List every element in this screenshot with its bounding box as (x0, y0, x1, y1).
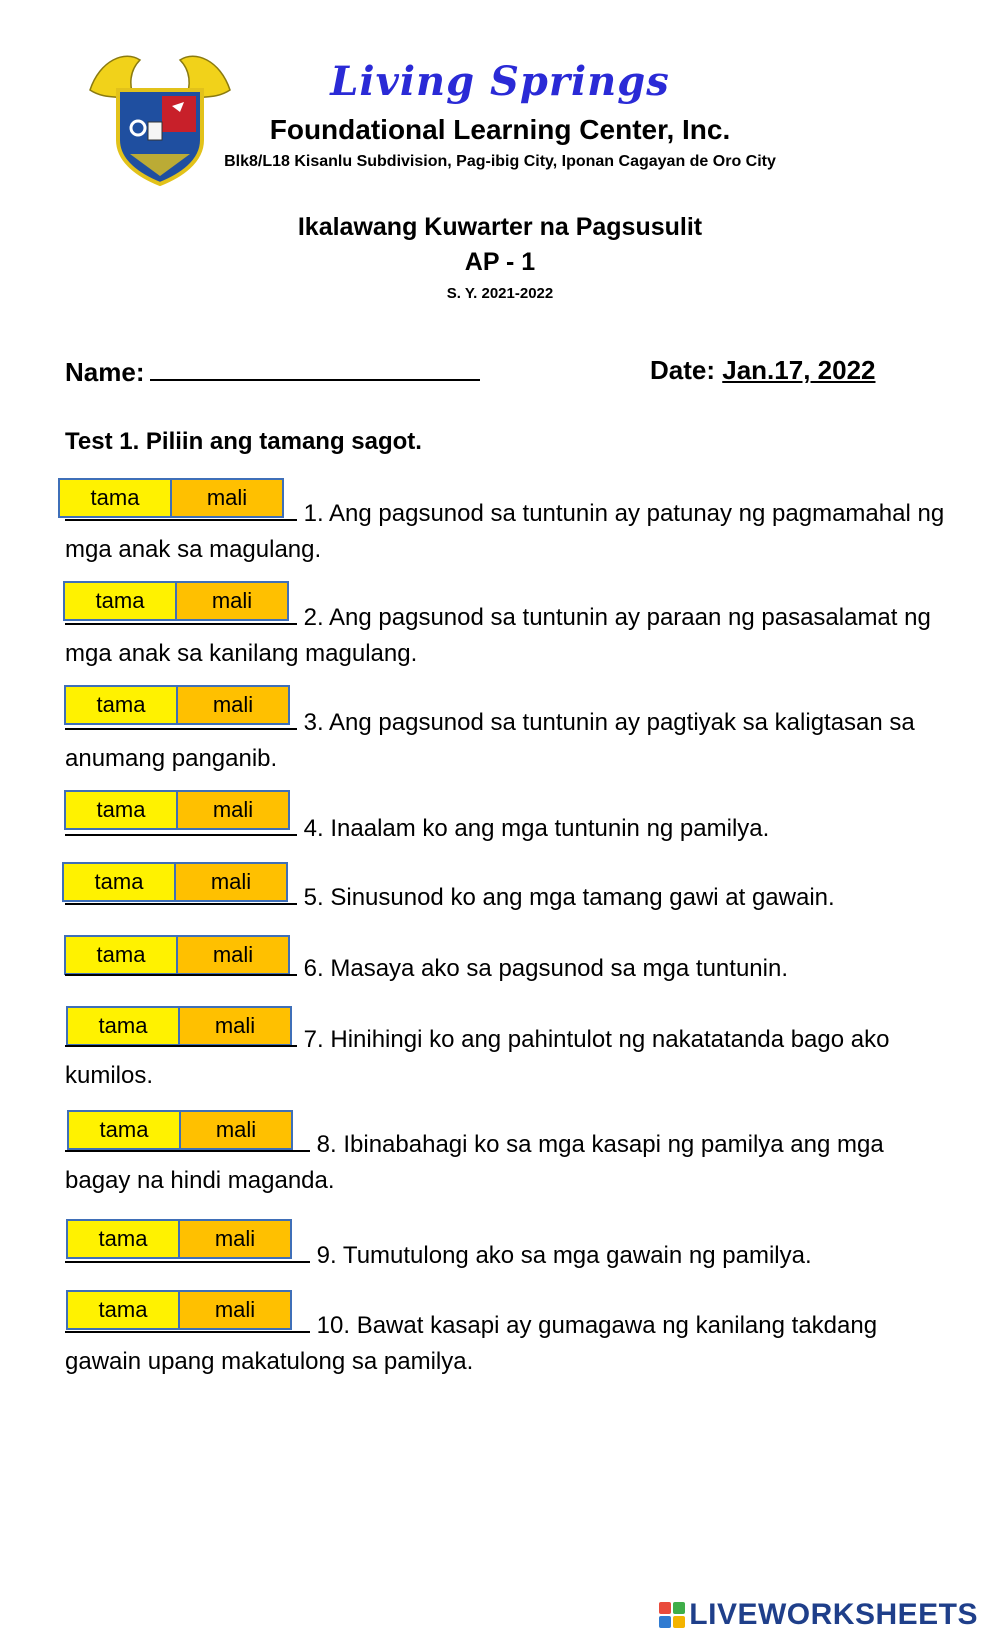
date-label: Date: (650, 355, 716, 385)
option-tama[interactable]: tama (66, 1219, 180, 1259)
option-mali[interactable]: mali (179, 1110, 293, 1150)
option-mali[interactable]: mali (178, 1219, 292, 1259)
school-address: Blk8/L18 Kisanlu Subdivision, Pag-ibig City, Iponan Cagayan de Oro City (224, 153, 776, 170)
name-label: Name: (65, 357, 145, 387)
option-mali[interactable]: mali (178, 1290, 292, 1330)
question-item (65, 880, 945, 916)
option-tama[interactable]: tama (64, 935, 178, 975)
option-mali[interactable]: mali (175, 581, 289, 621)
option-mali[interactable]: mali (170, 478, 284, 518)
question-text: 4. Inaalam ko ang mga tuntunin ng pamilya. (303, 815, 770, 842)
answer-blank (65, 1023, 297, 1047)
answer-blank (65, 1128, 310, 1152)
question-text: 1. Ang pagsunod sa tuntunin ay patunay ng pagmamahal ng mga anak sa magulang. (65, 500, 945, 563)
name-blank (150, 355, 480, 381)
school-name: Living Springs (330, 58, 670, 105)
question-text: 7. Hinihingi ko ang pahintulot ng nakatatanda bago ako kumilos. (65, 1026, 890, 1089)
option-tama[interactable]: tama (67, 1110, 181, 1150)
question-text: 9. Tumutulong ako sa mga gawain ng pamilya. (316, 1242, 812, 1269)
question-item (65, 705, 945, 777)
date-row (650, 355, 875, 386)
question-item (65, 496, 945, 568)
option-tama[interactable]: tama (63, 581, 177, 621)
answer-blank (65, 706, 297, 730)
option-tama[interactable]: tama (58, 478, 172, 518)
option-mali[interactable]: mali (174, 862, 288, 902)
answer-blank (65, 601, 297, 625)
answer-blank (65, 1239, 310, 1263)
answer-blank (65, 812, 297, 836)
question-item (65, 1308, 945, 1380)
question-text: 5. Sinusunod ko ang mga tamang gawi at gawain. (303, 884, 835, 911)
question-text: 2. Ang pagsunod sa tuntunin ay paraan ng pasasalamat ng mga anak sa kanilang magulang. (65, 604, 931, 667)
option-mali[interactable]: mali (178, 1006, 292, 1046)
name-row (65, 355, 480, 388)
exam-subject: AP - 1 (464, 248, 536, 276)
liveworksheets-logo-icon (659, 1602, 685, 1628)
exam-title: Ikalawang Kuwarter na Pagsusulit (297, 213, 703, 241)
question-text: 6. Masaya ako sa pagsunod sa mga tuntunin. (303, 955, 788, 982)
answer-blank (65, 1309, 310, 1333)
option-mali[interactable]: mali (176, 935, 290, 975)
option-mali[interactable]: mali (176, 685, 290, 725)
question-item (65, 600, 945, 672)
question-item (65, 951, 945, 987)
brand-text: LIVEWORKSHEETS (689, 1598, 978, 1631)
question-text: 8. Ibinabahagi ko sa mga kasapi ng pamilya ang mga bagay na hindi maganda. (65, 1131, 884, 1194)
option-mali[interactable]: mali (176, 790, 290, 830)
option-tama[interactable]: tama (66, 1290, 180, 1330)
option-tama[interactable]: tama (64, 790, 178, 830)
option-tama[interactable]: tama (62, 862, 176, 902)
option-tama[interactable]: tama (66, 1006, 180, 1046)
date-value: Jan.17, 2022 (722, 355, 876, 385)
answer-blank (65, 497, 297, 521)
question-item (65, 1238, 945, 1274)
school-year: S. Y. 2021-2022 (446, 285, 554, 302)
answer-blank (65, 952, 297, 976)
question-item (65, 1127, 945, 1199)
test-heading: Test 1. Piliin ang tamang sagot. (65, 428, 422, 455)
answer-blank (65, 881, 297, 905)
question-item (65, 811, 945, 847)
school-subtitle: Foundational Learning Center, Inc. (269, 114, 731, 145)
question-text: 3. Ang pagsunod sa tuntunin ay pagtiyak sa kaligtasan sa anumang panganib. (65, 709, 915, 772)
question-item (65, 1022, 945, 1094)
question-text: 10. Bawat kasapi ay gumagawa ng kanilang takdang gawain upang makatulong sa pamilya. (65, 1312, 878, 1375)
option-tama[interactable]: tama (64, 685, 178, 725)
liveworksheets-brand[interactable] (659, 1598, 978, 1632)
